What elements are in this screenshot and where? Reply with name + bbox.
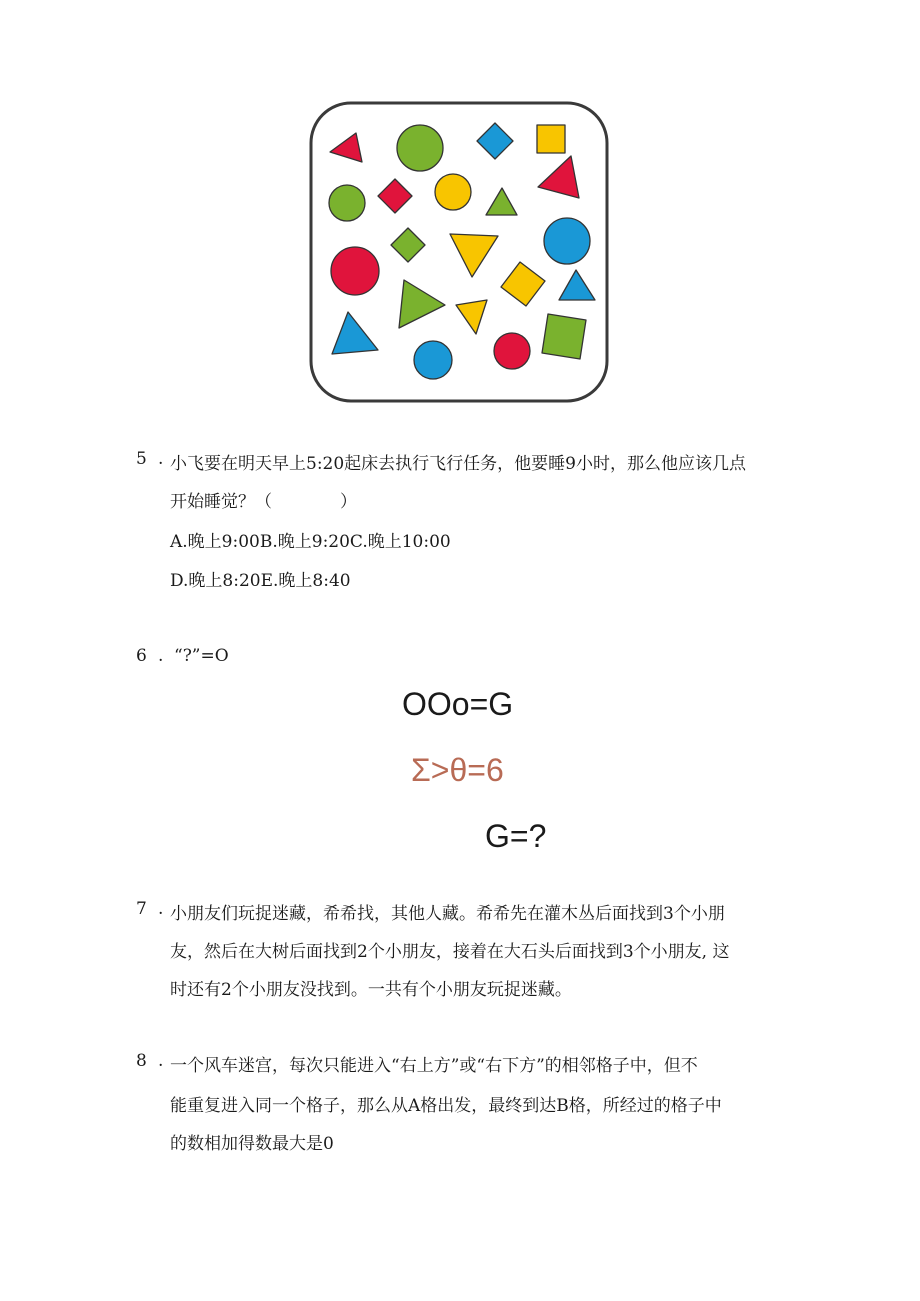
circle-yellow-1 [435,174,471,210]
shapes-svg [308,100,610,404]
equation-1: OOo=G [402,686,514,722]
question-text-line-1: 一个风车迷宫，每次只能进入“右上方”或“右下方”的相邻格子中，但不 [170,1056,698,1076]
question-dot: . [158,899,164,919]
question-text-line-3: 的数相加得数最大是0 [170,1134,334,1154]
circle-red-2 [494,333,530,369]
question-text-line-3: 时还有2个小朋友没找到。一共有个小朋友玩捉迷藏。 [170,980,572,1000]
square-green-1 [542,314,586,359]
equation-3: G=? [485,818,547,854]
question-text-line-2: 能重复进入同一个格子，那么从A格出发，最终到达B格，所经过的格子中 [170,1096,722,1116]
question-dot: . [158,1051,164,1071]
shapes-figure [308,100,610,404]
question-number: 8 [136,1051,147,1071]
options-line-2: D.晚上8:20E.晚上8:40 [170,571,351,591]
question-number: 5 [136,449,147,469]
question-text-line-2: 友，然后在大树后面找到2个小朋友，接着在大石头后面找到3个小朋友, 这 [170,942,730,962]
question-dot: . [158,449,164,469]
question-prompt: “?”=O [174,646,229,666]
question-number: 7 [136,899,147,919]
question-text-line-1: 小朋友们玩捉迷藏，希希找，其他人藏。希希先在灌木丛后面找到3个小朋 [170,904,725,924]
circle-blue-2 [414,341,452,379]
circle-blue-1 [544,218,590,264]
question-number: 6 [136,646,147,666]
question-dot: . [158,646,164,666]
options-line-1: A.晚上9:00B.晚上9:20C.晚上10:00 [170,532,451,552]
circle-green-2 [329,185,365,221]
question-text-line-2: 开始睡觉？（ ） [170,492,357,512]
circle-red-1 [331,247,379,295]
question-text-line-1: 小飞要在明天早上5:20起床去执行飞行任务，他要睡9小时，那么他应该几点 [170,454,746,474]
square-yellow-1 [537,125,565,153]
equation-2: Σ>θ=6 [411,752,504,788]
circle-green-1 [397,125,443,171]
